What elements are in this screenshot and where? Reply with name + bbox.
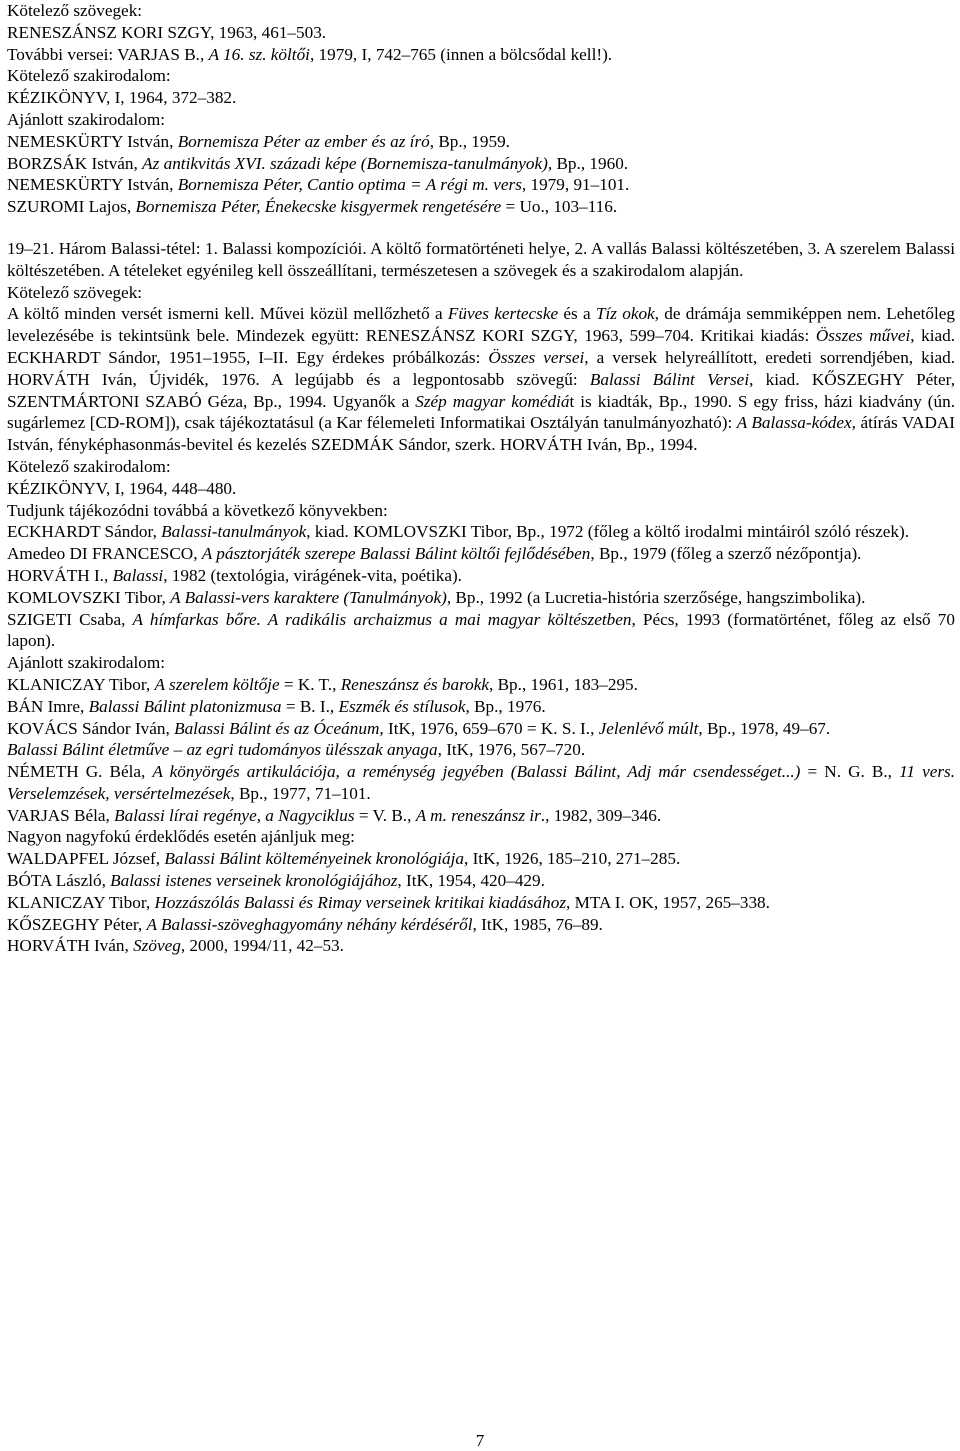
bib-entry: NEMESKÜRTY István, Bornemisza Péter az ember és az író, Bp., 1959.	[7, 131, 510, 151]
bib-entry: ECKHARDT Sándor, Balassi-tanulmányok, kiad. KOMLOVSZKI Tibor, Bp., 1972 (főleg a költő irodalmi mintáiról szóló részek).	[7, 522, 910, 542]
heading-required-texts: Kötelező szövegek:	[7, 282, 143, 302]
bib-entry: NÉMETH G. Béla, A könyörgés artikulációja, a reménység jegyében (Balassi Bálint, Adj már csendességet...) = N. G. B., 11 vers. Verselemzések, versértelmezések, Bp., 1977, 71–101.	[7, 762, 956, 803]
text-line: KÉZIKÖNYV, I, 1964, 372–382.	[7, 88, 237, 108]
bib-entry: NEMESKÜRTY István, Bornemisza Péter, Cantio optima = A régi m. vers, 1979, 91–101.	[7, 175, 630, 195]
text-line: További versei: VARJAS B., A 16. sz. költői, 1979, I, 742–765 (innen a bölcsődal kell!).	[7, 44, 613, 64]
bib-entry: SZUROMI Lajos, Bornemisza Péter, Énekecske kisgyermek rengetésére = Uo., 103–116.	[7, 197, 618, 217]
bib-entry: BÁN Imre, Balassi Bálint platonizmusa = B. I., Eszmék és stílusok, Bp., 1976.	[7, 696, 546, 716]
text-line: RENESZÁNSZ KORI SZGY, 1963, 461–503.	[7, 22, 327, 42]
heading-recommended-literature: Ajánlott szakirodalom:	[7, 109, 165, 129]
bib-entry: WALDAPFEL József, Balassi Bálint költeményeinek kronológiája, ItK, 1926, 185–210, 271–285.	[7, 849, 681, 869]
bib-entry: KLANICZAY Tibor, Hozzászólás Balassi és Rimay verseinek kritikai kiadásához, MTA I. OK, 1957, 265–338.	[7, 892, 770, 912]
bib-entry: KOVÁCS Sándor Iván, Balassi Bálint és az Óceánum, ItK, 1976, 659–670 = K. S. I., Jelenlévő múlt, Bp., 1978, 49–67.	[7, 718, 831, 738]
heading-recommended-literature: Ajánlott szakirodalom:	[7, 653, 165, 673]
text-line: KÉZIKÖNYV, I, 1964, 448–480.	[7, 478, 237, 498]
heading-required-texts: Kötelező szövegek:	[7, 1, 143, 20]
bib-entry: SZIGETI Csaba, A hímfarkas bőre. A radikális archaizmus a mai magyar költészetben, Pécs, 1993 (formatörténet, főleg az első 70 lapon).	[7, 609, 955, 651]
heading-required-literature: Kötelező szakirodalom:	[7, 456, 171, 476]
bib-entry: BÓTA László, Balassi istenes verseinek kronológiájához, ItK, 1954, 420–429.	[7, 871, 545, 891]
bib-entry: KŐSZEGHY Péter, A Balassi-szöveghagyomány néhány kérdéséről, ItK, 1985, 76–89.	[7, 914, 603, 934]
bib-entry: KLANICZAY Tibor, A szerelem költője = K. T., Reneszánsz és barokk, Bp., 1961, 183–295.	[7, 674, 638, 694]
text-line: Tudjunk tájékozódni továbbá a következő könyvekben:	[7, 500, 388, 520]
bib-entry: Balassi Bálint életműve – az egri tudományos ülésszak anyaga, ItK, 1976, 567–720.	[7, 740, 586, 760]
section-intro-paragraph: 19–21. Három Balassi-tétel: 1. Balassi kompozíciói. A költő formatörténeti helye, 2. A vallás Balassi költészetében, 3. A szerelem Balassi költészetében. A tételeket egyénileg kell összeállítani, természetesen a szövegek és a szakirodalom alapján.	[7, 238, 955, 280]
bib-entry: BORZSÁK István, Az antikvitás XVI. századi képe (Bornemisza-tanulmányok), Bp., 1960.	[7, 153, 629, 173]
required-texts-paragraph: A költő minden versét ismerni kell. Művei közül mellőzhető a Füves kertecske és a Tíz okok, de drámája semmiképpen nem. Lehetőleg levelezésébe is tekintsünk bele. Mindezek együtt: RENESZÁNSZ KORI SZGY, 1963, 599–704. Kritikai kiadás: Összes művei, kiad. ECKHARDT Sándor, 1951–1955, I–II. Egy érdekes próbálkozás: Összes versei, a versek helyreállított, eredeti sorrendjében, kiad. HORVÁTH Iván, Újvidék, 1976. A legújabb és a legpontosabb szövegű: Balassi Bálint Versei, kiad. KŐSZEGHY Péter, SZENTMÁRTONI SZABÓ Géza, Bp., 1994. Ugyanők a Szép magyar komédiát is kiadták, Bp., 1990. S egy friss, házi kiadvány (ún. sugárlemez [CD-ROM]), csak tájékoztatásul (a Kar félemeleti Informatikai Osztályán tanulmányozható): A Balassa-kódex, átírás VADAI István, fényképhasonmás-bevitel és kezelés SZEDMÁK Sándor, szerk. HORVÁTH Iván, Bp., 1994.	[7, 304, 956, 455]
document-page	[7, 0, 955, 957]
page-number: 7	[475, 1431, 485, 1450]
text-line: Nagyon nagyfokú érdeklődés esetén ajánljuk meg:	[7, 827, 355, 847]
bib-entry: HORVÁTH I., Balassi, 1982 (textológia, virágének-vita, poétika).	[7, 565, 462, 585]
bib-entry: HORVÁTH Iván, Szöveg, 2000, 1994/11, 42–53.	[7, 936, 344, 956]
heading-required-literature: Kötelező szakirodalom:	[7, 66, 171, 86]
section-gap	[7, 218, 955, 238]
bib-entry: VARJAS Béla, Balassi lírai regénye, a Nagyciklus = V. B., A m. reneszánsz ir., 1982, 309–346.	[7, 805, 662, 825]
bib-entry: Amedeo DI FRANCESCO, A pásztorjáték szerepe Balassi Bálint költői fejlődésében, Bp., 1979 (főleg a szerző nézőpontja).	[7, 544, 862, 564]
bib-entry: KOMLOVSZKI Tibor, A Balassi-vers karaktere (Tanulmányok), Bp., 1992 (a Lucretia-história szerzősége, hangszimbolika).	[7, 587, 866, 607]
